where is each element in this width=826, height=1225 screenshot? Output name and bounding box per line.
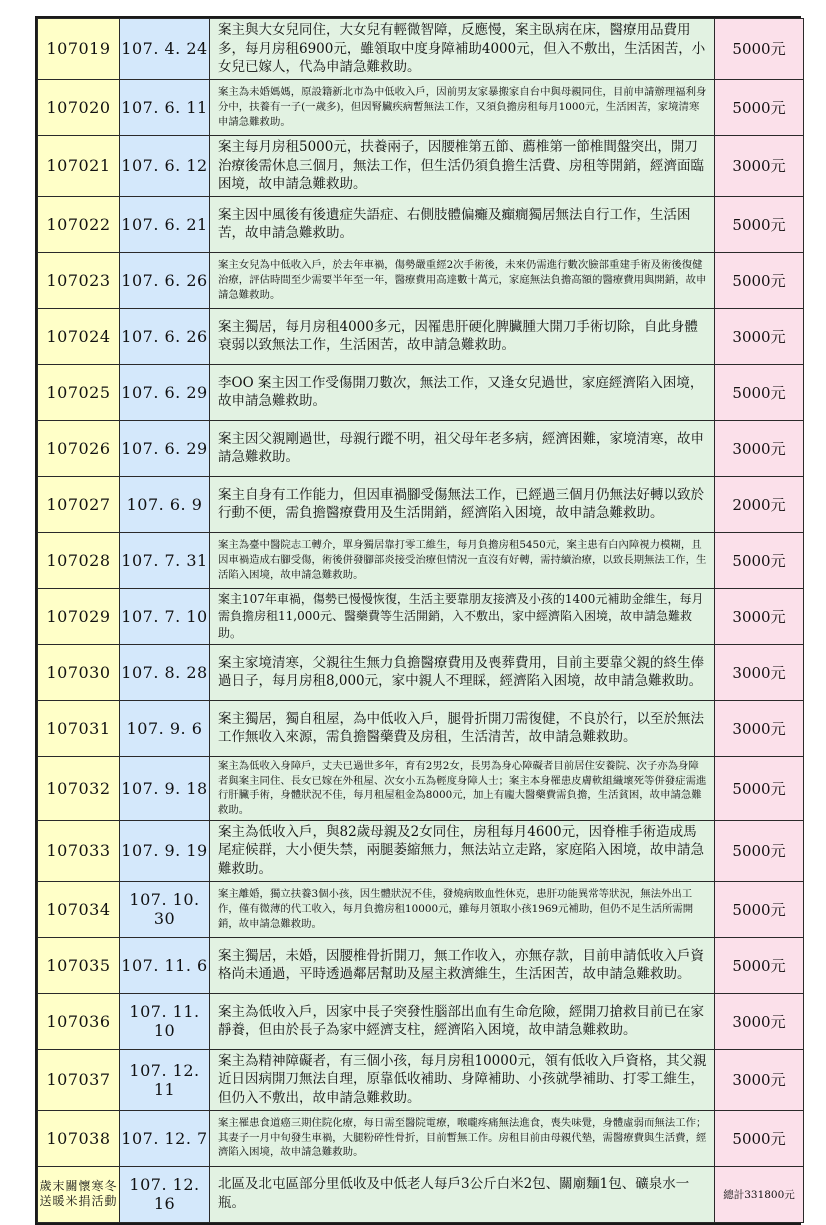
- table-row: [38, 252, 804, 308]
- amount-cell: 5000元: [715, 79, 804, 135]
- date-cell: 107. 10. 30: [120, 881, 210, 937]
- amount-cell: 3000元: [715, 420, 804, 476]
- description-cell: 案主自身有工作能力，但因車禍腳受傷無法工作，已經過三個月仍無法好轉以致於行動不便，需負擔醫療費用及生活開銷，經濟陷入困境，故申請急難救助。: [210, 476, 715, 532]
- description-cell: 案主因父親剛過世，母親行蹤不明，祖父母年老多病，經濟困難，家境清寒，故申請急難救助。: [210, 420, 715, 476]
- case-number-cell: 107019: [38, 19, 120, 80]
- amount-cell: 5000元: [715, 756, 804, 820]
- amount-cell: 5000元: [715, 19, 804, 80]
- amount-cell: 2000元: [715, 476, 804, 532]
- date-cell: 107. 11. 6: [120, 937, 210, 993]
- description-cell: 案主離婚，獨立扶養3個小孩，因生體狀況不佳，發燒病敗血性休克，患肝功能異常等狀況，無法外出工作，僅有微薄的代工收入，每月負擔房租10000元，雖每月領取小孩1969元補助，但仍不足生活所需開銷，故申請急難救助。: [210, 881, 715, 937]
- amount-cell: 5000元: [715, 532, 804, 588]
- case-number-cell: 107025: [38, 364, 120, 420]
- table-row: [38, 588, 804, 644]
- table-row: [38, 756, 804, 820]
- amount-cell: 總計331800元: [715, 1166, 804, 1222]
- table-row: [38, 364, 804, 420]
- description-cell: 案主獨居，每月房租4000多元，因罹患肝硬化脾臟腫大開刀手術切除，自此身體衰弱以致無法工作，生活困苦，故申請急難救助。: [210, 308, 715, 364]
- description-cell: 案主為低收入身障戶，丈夫已過世多年，育有2男2女，長男為身心障礙者目前居住安養院、次子亦為身障者與案主同住、長女已嫁在外租屋、次女小五為輕度身障人士；案主本身罹患皮膚軟組織壞死等併發症需進行肝臟手術，身體狀況不佳，每月租屋租金為8000元，加上有龐大醫藥費需負擔，生活貧困，故申請急難救助。: [210, 756, 715, 820]
- case-number-cell: 107027: [38, 476, 120, 532]
- date-cell: 107. 6. 21: [120, 196, 210, 252]
- table-row: [38, 532, 804, 588]
- date-cell: 107. 12. 7: [120, 1110, 210, 1166]
- table-row: [38, 1166, 804, 1222]
- description-cell: 案主為未婚媽媽，原設籍新北市為中低收入戶，因前男友家暴搬家自台中與母親同住，目前申請辦理福利身分中，扶養有一子(一歲多)，但因腎臟疾病暫無法工作，又須負擔房租每月1000元，生活困苦，家境清寒申請急難救助。: [210, 79, 715, 135]
- description-cell: 案主因中風後有後遺症失語症、右側肢體偏癱及癲癇獨居無法自行工作，生活困苦，故申請急難救助。: [210, 196, 715, 252]
- description-cell: 案主獨居，未婚，因腰椎骨折開刀，無工作收入，亦無存款，目前申請低收入戶資格尚未通過，平時透過鄰居幫助及屋主救濟維生，生活困苦，故申請急難救助。: [210, 937, 715, 993]
- case-number-cell: 歲末關懷寒冬送暖米捐活動: [38, 1166, 120, 1222]
- description-cell: 案主罹患食道癌三期住院化療，每日需至醫院電療，喉嚨疼痛無法進食，喪失味覺，身體虛弱而無法工作；其妻子一月中旬發生車禍，大腿粉碎性骨折，目前暫無工作。房租目前由母親代墊，需醫療費與生活費，經濟陷入困境，故申請急難救助。: [210, 1110, 715, 1166]
- date-cell: 107. 6. 29: [120, 364, 210, 420]
- date-cell: 107. 7. 10: [120, 588, 210, 644]
- table-body: [38, 19, 804, 1223]
- amount-cell: 5000元: [715, 196, 804, 252]
- amount-cell: 5000元: [715, 881, 804, 937]
- description-cell: 案主為臺中醫院志工轉介，單身獨居靠打零工維生，每月負擔房租5450元，案主患有白內障視力模糊，且因車禍造成右腳受傷，術後併發腳部炎接受治療但情況一直沒有好轉，需持續治療，以致長期無法工作，生活陷入困境，故申請急難救助。: [210, 532, 715, 588]
- description-cell: 案主獨居，獨自租屋，為中低收入戶，腿骨折開刀需復健，不良於行，以至於無法工作無收入來源，需負擔醫藥費及房租，生活清苦，故申請急難救助。: [210, 700, 715, 756]
- case-number-cell: 107030: [38, 644, 120, 700]
- case-number-cell: 107024: [38, 308, 120, 364]
- date-cell: 107. 4. 24: [120, 19, 210, 80]
- description-cell: 李OO 案主因工作受傷開刀數次，無法工作，又逢女兒過世，家庭經濟陷入困境，故申請急難救助。: [210, 364, 715, 420]
- table-row: [38, 937, 804, 993]
- case-number-cell: 107028: [38, 532, 120, 588]
- description-cell: 案主女兒為中低收入戶，於去年車禍，傷勢嚴重經2次手術後，未來仍需進行數次臉部重建手術及術後復健治療，評估時間至少需要半年至一年，醫療費用高達數十萬元，家庭無法負擔高額的醫療費用與開銷，故申請急難救助。: [210, 252, 715, 308]
- amount-cell: 5000元: [715, 937, 804, 993]
- table-row: [38, 993, 804, 1049]
- case-number-cell: 107020: [38, 79, 120, 135]
- amount-cell: 3000元: [715, 588, 804, 644]
- case-number-cell: 107033: [38, 820, 120, 881]
- table-row: [38, 420, 804, 476]
- table-row: [38, 820, 804, 881]
- description-cell: 案主107年車禍，傷勢已慢慢恢復，生活主要靠朋友接濟及小孩的1400元補助金維生，每月需負擔房租11,000元、醫藥費等生活開銷，入不敷出，家中經濟陷入困境，故申請急難救助。: [210, 588, 715, 644]
- description-cell: 案主與大女兒同住，大女兒有輕微智障，反應慢，案主臥病在床，醫療用品費用多，每月房租6900元，雖領取中度身障補助4000元，但入不敷出，生活困苦，小女兒已嫁人，代為申請急難救助。: [210, 19, 715, 80]
- table-row: [38, 135, 804, 196]
- amount-cell: 5000元: [715, 1110, 804, 1166]
- date-cell: 107. 9. 19: [120, 820, 210, 881]
- table-row: [38, 476, 804, 532]
- case-number-cell: 107035: [38, 937, 120, 993]
- table-row: [38, 196, 804, 252]
- amount-cell: 3000元: [715, 135, 804, 196]
- amount-cell: 3000元: [715, 700, 804, 756]
- case-number-cell: 107026: [38, 420, 120, 476]
- date-cell: 107. 7. 31: [120, 532, 210, 588]
- date-cell: 107. 6. 12: [120, 135, 210, 196]
- case-number-cell: 107037: [38, 1049, 120, 1110]
- date-cell: 107. 12. 11: [120, 1049, 210, 1110]
- date-cell: 107. 6. 26: [120, 308, 210, 364]
- amount-cell: 3000元: [715, 644, 804, 700]
- date-cell: 107. 12. 16: [120, 1166, 210, 1222]
- amount-cell: 5000元: [715, 820, 804, 881]
- date-cell: 107. 8. 28: [120, 644, 210, 700]
- table-row: [38, 700, 804, 756]
- table-row: [38, 19, 804, 80]
- case-number-cell: 107029: [38, 588, 120, 644]
- description-cell: 案主每月房租5000元，扶養兩子，因腰椎第五節、薦椎第一節椎間盤突出，開刀治療後需休息三個月，無法工作，但生活仍須負擔生活費、房租等開銷，經濟面臨困境，故申請急難救助。: [210, 135, 715, 196]
- table-row: [38, 79, 804, 135]
- date-cell: 107. 6. 11: [120, 79, 210, 135]
- table-row: [38, 1110, 804, 1166]
- case-number-cell: 107023: [38, 252, 120, 308]
- case-number-cell: 107021: [38, 135, 120, 196]
- date-cell: 107. 9. 6: [120, 700, 210, 756]
- date-cell: 107. 6. 9: [120, 476, 210, 532]
- amount-cell: 5000元: [715, 252, 804, 308]
- description-cell: 案主為低收入戶，因家中長子突發性腦部出血有生命危險，經開刀搶救目前已在家靜養，但由於長子為家中經濟支柱，經濟陷入困境，故申請急難救助。: [210, 993, 715, 1049]
- amount-cell: 5000元: [715, 364, 804, 420]
- case-number-cell: 107034: [38, 881, 120, 937]
- date-cell: 107. 6. 29: [120, 420, 210, 476]
- date-cell: 107. 9. 18: [120, 756, 210, 820]
- description-cell: 北區及北屯區部分里低收及中低老人每戶3公斤白米2包、關廟麵1包、礦泉水一瓶。: [210, 1166, 715, 1222]
- case-number-cell: 107038: [38, 1110, 120, 1166]
- case-number-cell: 107032: [38, 756, 120, 820]
- table-row: [38, 644, 804, 700]
- description-cell: 案主家境清寒，父親往生無力負擔醫療費用及喪葬費用，目前主要靠父親的終生俸過日子，每月房租8,000元，家中親人不理睬，經濟陷入困境，故申請急難救助。: [210, 644, 715, 700]
- amount-cell: 3000元: [715, 308, 804, 364]
- date-cell: 107. 11. 10: [120, 993, 210, 1049]
- table-row: [38, 881, 804, 937]
- amount-cell: 3000元: [715, 1049, 804, 1110]
- case-number-cell: 107022: [38, 196, 120, 252]
- date-cell: 107. 6. 26: [120, 252, 210, 308]
- description-cell: 案主為低收入戶，與82歲母親及2女同住，房租每月4600元，因脊椎手術造成馬尾症候群，大小便失禁，兩腿萎縮無力，無法站立走路，家庭陷入困境，故申請急難救助。: [210, 820, 715, 881]
- description-cell: 案主為精神障礙者，有三個小孩，每月房租10000元，領有低收入戶資格，其父親近日因病開刀無法自理，原靠低收補助、身障補助、小孩就學補助、打零工維生，但仍入不敷出，故申請急難救助。: [210, 1049, 715, 1110]
- case-number-cell: 107036: [38, 993, 120, 1049]
- case-number-cell: 107031: [38, 700, 120, 756]
- amount-cell: 3000元: [715, 993, 804, 1049]
- table-row: [38, 1049, 804, 1110]
- relief-record-table: [35, 16, 801, 1225]
- table-row: [38, 308, 804, 364]
